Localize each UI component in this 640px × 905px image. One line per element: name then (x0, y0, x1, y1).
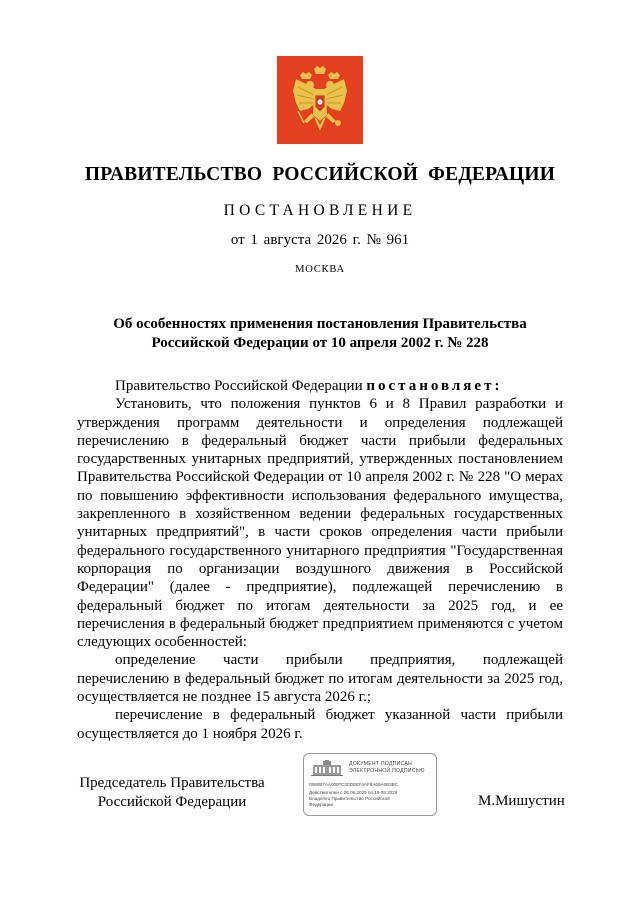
stamp-owner-line-1: Владелец Правительство Российской (309, 796, 390, 801)
russian-coat-of-arms-icon (290, 65, 350, 135)
stamp-certificate-serial: 0560B7AA0097C20D0EF4AF8A69A0B3BC (309, 782, 399, 787)
government-title: ПРАВИТЕЛЬСТВО РОССИЙСКОЙ ФЕДЕРАЦИИ (84, 164, 556, 185)
body-paragraph-2: определение части прибыли предприятия, подлежащей перечислению в федеральный бюджет по итогам деятельности за 2025 год, осуществляется не позднее 15 августа 2026 г.; (77, 652, 563, 706)
stamp-owner-line-2: Федерации (309, 802, 334, 807)
document-date-number: от 1 августа 2026 г. № 961 (230, 232, 410, 248)
stamp-title-line-1: ДОКУМЕНТ ПОДПИСАН (349, 761, 412, 767)
subject-line-2: Российской Федерации от 10 апреля 2002 г. № 228 (151, 334, 489, 351)
government-building-icon (311, 760, 343, 776)
document-subject (60, 315, 580, 352)
subject-line-1: Об особенностях применения постановления Правительства (113, 316, 527, 332)
signatory-position-line-2: Российской Федерации (97, 794, 247, 810)
stamp-header (309, 758, 433, 778)
body-intro (77, 377, 563, 395)
stamp-validity: Действителен с 26.06.2025 по 19.09.2026 (309, 790, 398, 795)
signatory-name: М.Мишустин (478, 793, 565, 809)
signatory-position-line-1: Председатель Правительства (79, 775, 265, 791)
signatory-position (72, 774, 272, 812)
stamp-title-line-2: ЭЛЕКТРОННОЙ ПОДПИСЬЮ (349, 768, 425, 774)
document-type: ПОСТАНОВЛЕНИЕ (223, 202, 417, 219)
document-body (77, 377, 563, 743)
intro-text: Правительство Российской Федерации (115, 378, 367, 394)
document-city: МОСКВА (295, 264, 345, 275)
body-paragraph-1: Установить, что положения пунктов 6 и 8 Правил разработки и утверждения программ деятельности и определения подлежащей перечислению в федеральный бюджет части прибыли федеральных государственных унитарных предприятий, утвержденных постановлением Правительства Российской Федерации от 10 апреля 2002 г. № 228 "О мерах по повышению эффективности использования федерального имущества, закрепленного в хозяйственном ведении федеральных государственных унитарных предприятий", в части сроков определения части прибыли федерального государственного унитарного предприятия "Государственная корпорация по организации воздушного движения в Российской Федерации" (далее - предприятие), подлежащей перечислению в федеральный бюджет по итогам деятельности за 2025 год, и ее перечисления в федеральный бюджет предприятием применяются с учетом следующих особенностей: (77, 396, 563, 651)
coat-of-arms-emblem (277, 56, 363, 144)
intro-decree-word: постановляет: (366, 378, 503, 394)
electronic-signature-stamp (303, 753, 437, 816)
body-paragraph-3: перечисление в федеральный бюджет указанной части прибыли осуществляется до 1 ноября 2026 г. (77, 707, 563, 742)
